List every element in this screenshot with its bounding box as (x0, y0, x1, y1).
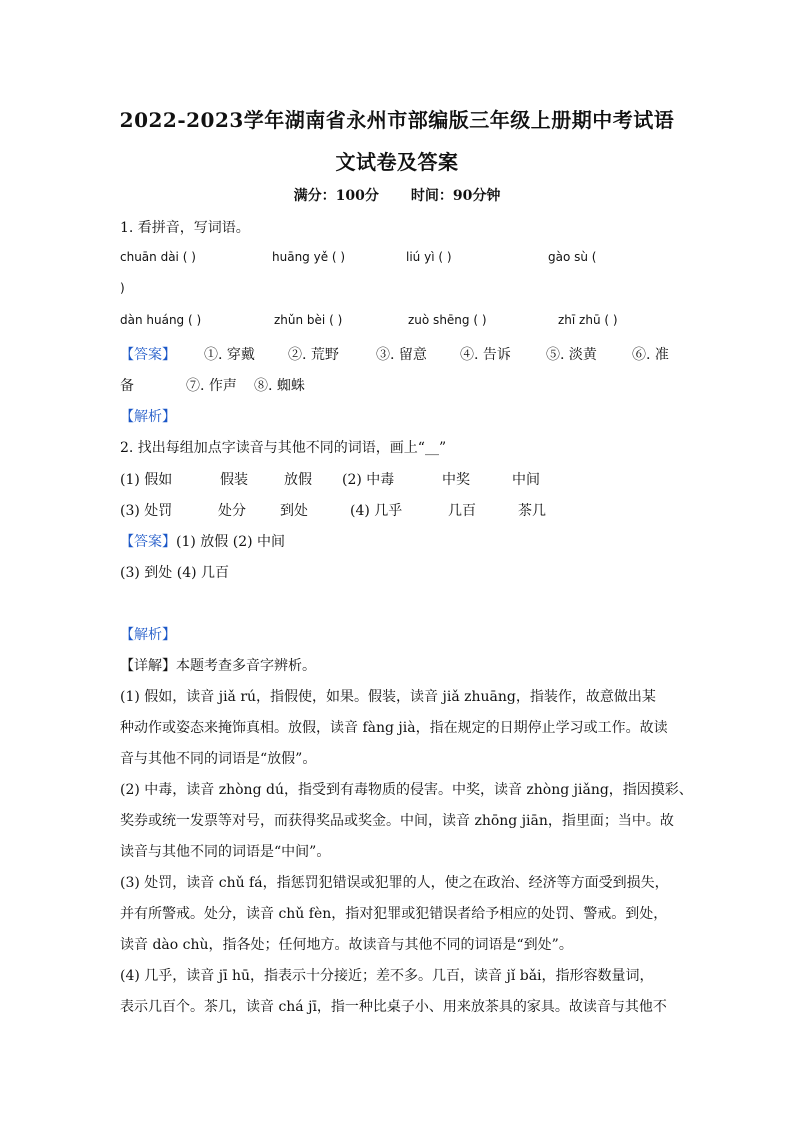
answer-item: ④. 告诉 (460, 347, 511, 363)
detail-line: 读音与其他不同的词语是“中间”。 (120, 844, 331, 860)
answer-item: ⑤. 淡黄 (546, 347, 597, 363)
detail-line: 表示几百个。茶几，读音 chá jī，指一种比桌子小、用来放茶具的家具。故读音与其他不 (120, 999, 667, 1015)
detail-line: (2) 中毒，读音 zhòng dú，指受到有毒物质的侵害。中奖，读音 zhòng jiǎng，指因摸彩、 (120, 782, 693, 798)
q2-group-row1 (120, 469, 540, 489)
exam-time: 时间：90分钟 (410, 188, 501, 204)
word-item: 茶几 (518, 503, 546, 519)
word-item: 中奖 (442, 472, 470, 488)
pinyin-item: zuò shēng ( ) (408, 313, 487, 327)
pinyin-item: dàn huáng ( ) (120, 313, 202, 327)
word-item: 放假 (284, 472, 312, 488)
page-title-line1: 2022-2023学年湖南省永州市部编版三年级上册期中考试语 (119, 108, 675, 132)
word-item: (3) 处罚 (120, 503, 173, 519)
answer-item: ③. 留意 (376, 347, 427, 363)
full-score: 满分：100分 (293, 188, 379, 204)
word-item: (1) 假如 (120, 472, 173, 488)
answer-item: ⑧. 蜘蛛 (254, 378, 305, 394)
detail-line: 【详解】本题考查多音字辨析。 (120, 658, 316, 674)
q1-analysis-tag: 【解析】 (120, 409, 176, 425)
word-item: 几百 (448, 503, 476, 519)
answer-text: (1) 放假 (2) 中间 (176, 534, 286, 550)
q2-answer-line2: (3) 到处 (4) 几百 (120, 565, 230, 581)
q2-analysis-tag: 【解析】 (120, 627, 176, 643)
q2-answer (120, 531, 285, 551)
pinyin-item: liú yì ( ) (406, 250, 452, 264)
answer-item: ⑥. 准 (632, 347, 669, 363)
detail-line: 种动作或姿态来掩饰真相。放假，读音 fàng jià，指在规定的日期停止学习或工作。故读 (120, 720, 668, 736)
q2-prompt: 2. 找出每组加点字读音与其他不同的词语，画上“__” (120, 440, 447, 456)
detail-line: 并有所警戒。处分，读音 chǔ fèn，指对犯罪或犯错误者给予相应的处罚、警戒。到处， (120, 906, 668, 922)
word-item: 假装 (220, 472, 248, 488)
detail-line: 读音 dào chù，指各处；任何地方。故读音与其他不同的词语是“到处”。 (120, 937, 573, 953)
q1-pinyin-row2 (120, 313, 618, 327)
answer-item: ①. 穿戴 (204, 347, 255, 363)
pinyin-item: gào sù ( (548, 250, 597, 264)
answer-tag: 【答案】 (120, 347, 176, 363)
word-item: (2) 中毒 (342, 472, 395, 488)
word-item: 中间 (512, 472, 540, 488)
q1-pinyin-row1 (120, 250, 596, 264)
answer-item: ②. 荒野 (288, 347, 339, 363)
q1-answer-line2 (120, 375, 305, 395)
answer-tag: 【答案】 (120, 534, 176, 550)
q2-group-row2 (120, 500, 546, 520)
pinyin-item: chuān dài ( ) (120, 250, 196, 264)
answer-item: ⑦. 作声 (186, 378, 237, 394)
page-title-line2: 文试卷及答案 (335, 150, 459, 174)
pinyin-item: zhī zhū ( ) (558, 313, 618, 327)
word-item: (4) 几乎 (350, 503, 403, 519)
detail-line: (3) 处罚，读音 chǔ fá，指惩罚犯错误或犯罪的人，使之在政治、经济等方面受到损失， (120, 875, 669, 891)
pinyin-item: zhǔn bèi ( ) (274, 313, 343, 327)
q1-answer (120, 344, 669, 364)
q1-pinyin-row1-tail: ) (120, 281, 125, 295)
answer-item: 备 (120, 378, 134, 394)
word-item: 处分 (218, 503, 246, 519)
pinyin-item: huāng yě ( ) (272, 250, 346, 264)
detail-line: (4) 几乎，读音 jī hū，指表示十分接近；差不多。几百，读音 jǐ bǎi，指形容数量词， (120, 968, 654, 984)
detail-line: 音与其他不同的词语是“放假”。 (120, 751, 317, 767)
detail-line: 奖券或统一发票等对号，而获得奖品或奖金。中间，读音 zhōng jiān，指里面；当中。故 (120, 813, 674, 829)
detail-line: (1) 假如，读音 jiǎ rú，指假使，如果。假装，读音 jiǎ zhuāng，指装作，故意做出某 (120, 689, 656, 705)
q1-prompt: 1. 看拼音，写词语。 (120, 220, 250, 236)
exam-meta (0, 185, 794, 205)
word-item: 到处 (280, 503, 308, 519)
